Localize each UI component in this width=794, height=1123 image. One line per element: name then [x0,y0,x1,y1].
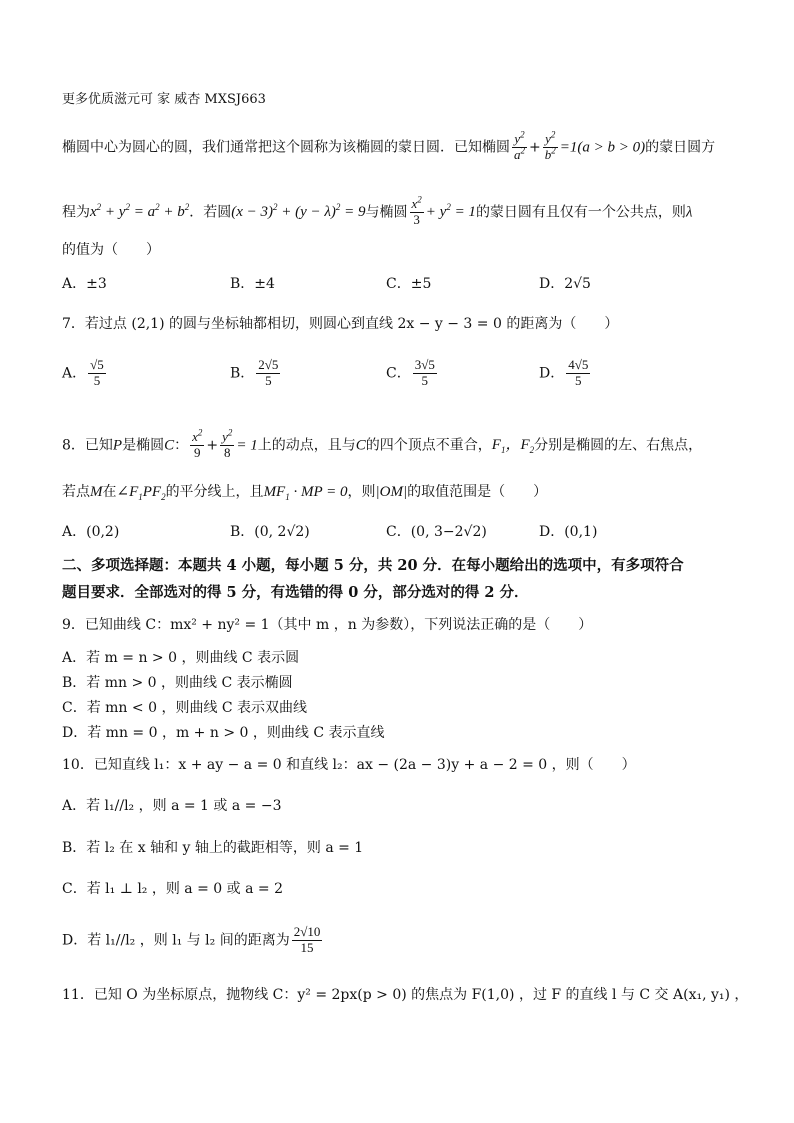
q10-option-d: D．若 l₁//l₂ ，则 l₁ 与 l₂ 间的距离为 $\frac{2√10}{15}$ [62,924,321,955]
q7-option-a: A． $\frac{√5}{5}$ [62,357,104,388]
q8-line-1: 8．已知P是椭圆C： $\frac{x^2}{9}$ + $\frac{y^2}{8}$ = 1上的动点，且与C的四个顶点不重合，$F_1$，$F_2$分别是椭圆的左、右焦点， [62,427,703,460]
header-watermark: 更多优质滋元可 家 威杏 MXSJ663 [62,92,266,107]
q6-option-c: C．±5 [386,276,432,292]
distance-fraction: $\frac{2√10}{15}$ [293,924,321,955]
q10-stem: 10．已知直线 l₁：x + ay − a = 0 和直线 l₂：ax − (2a − 3)y + a − 2 = 0 ，则（ ） [62,757,636,773]
section2-heading-line-1: 二、多项选择题：本题共 4 小题，每小题 5 分，共 20 分．在每小题给出的选项中，有多项符合 [62,557,684,574]
ellipse-fraction-y: $\frac{y^2}{b^2}$ [544,129,556,162]
q8-option-c: C．(0, 3−2√2) [386,524,487,540]
q11-stem: 11．已知 O 为坐标原点，抛物线 C：y² = 2px(p > 0) 的焦点为 F(1,0) ，过 F 的直线 l 与 C 交 A(x₁, y₁) ， [62,987,749,1003]
q6-line-3: 的值为（ ） [62,242,160,258]
q6-line-2: 程为$x^2 + y^2 = a^2 + b^2$．若圆$(x - 3)^2 + (y - \lambda)^2 = 9$与椭圆 $\frac{x^2}{3}$ + $y^2 = 1$的蒙日圆有且仅有一个公共点，则λ [62,194,693,227]
q6-option-b: B．±4 [230,276,275,292]
q9-option-a: A．若 m = n > 0 ，则曲线 C 表示圆 [62,650,300,666]
q10-option-b: B．若 l₂ 在 x 轴和 y 轴上的截距相等，则 a = 1 [62,840,364,856]
q7-stem: 7．若过点 (2,1) 的圆与坐标轴都相切，则圆心到直线 2x − y − 3 = 0 的距离为（ ） [62,316,619,332]
q7-option-c: C． $\frac{3√5}{5}$ [386,357,435,388]
q9-option-b: B．若 mn > 0 ，则曲线 C 表示椭圆 [62,675,293,691]
q8-option-b: B．(0, 2√2) [230,524,310,540]
q9-option-c: C．若 mn < 0 ，则曲线 C 表示双曲线 [62,700,308,716]
q6-option-d: D．2√5 [539,276,591,292]
q7-option-b: B． $\frac{2√5}{5}$ [230,357,279,388]
q9-stem: 9．已知曲线 C：mx² + ny² = 1（其中 m ，n 为参数），下列说法正确的是（ ） [62,617,593,633]
q8-option-a: A．(0,2) [62,524,120,540]
ellipse-fraction-x: $\frac{y^2}{a^2}$ [514,129,525,162]
section2-heading-line-2: 题目要求．全部选对的得 5 分，有选错的得 0 分，部分选对的得 2 分． [62,584,529,601]
q7-option-d: D． $\frac{4√5}{5}$ [539,357,589,388]
ellipse-fraction-2: $\frac{x^2}{3}$ [411,194,422,227]
q8-option-d: D．(0,1) [539,524,598,540]
q10-option-c: C．若 l₁ ⊥ l₂ ，则 a = 0 或 a = 2 [62,881,283,897]
q10-option-a: A．若 l₁//l₂ ，则 a = 1 或 a = −3 [62,798,282,814]
q6-option-a: A．±3 [62,276,107,292]
q8-line-2: 若点M在$\angle F_1PF_2$的平分线上，且$MF_1$ · MP = 0，则|OM|的取值范围是（ ） [62,484,548,502]
q6-line-1: 椭圆中心为圆心的圆，我们通常把这个圆称为该椭圆的蒙日圆．已知椭圆 $\frac{y^2}{a^2}$ + $\frac{y^2}{b^2}$ =1(a > b > 0)的蒙日圆方 [62,129,716,162]
q9-option-d: D．若 mn = 0 ，m + n > 0 ，则曲线 C 表示直线 [62,725,385,741]
